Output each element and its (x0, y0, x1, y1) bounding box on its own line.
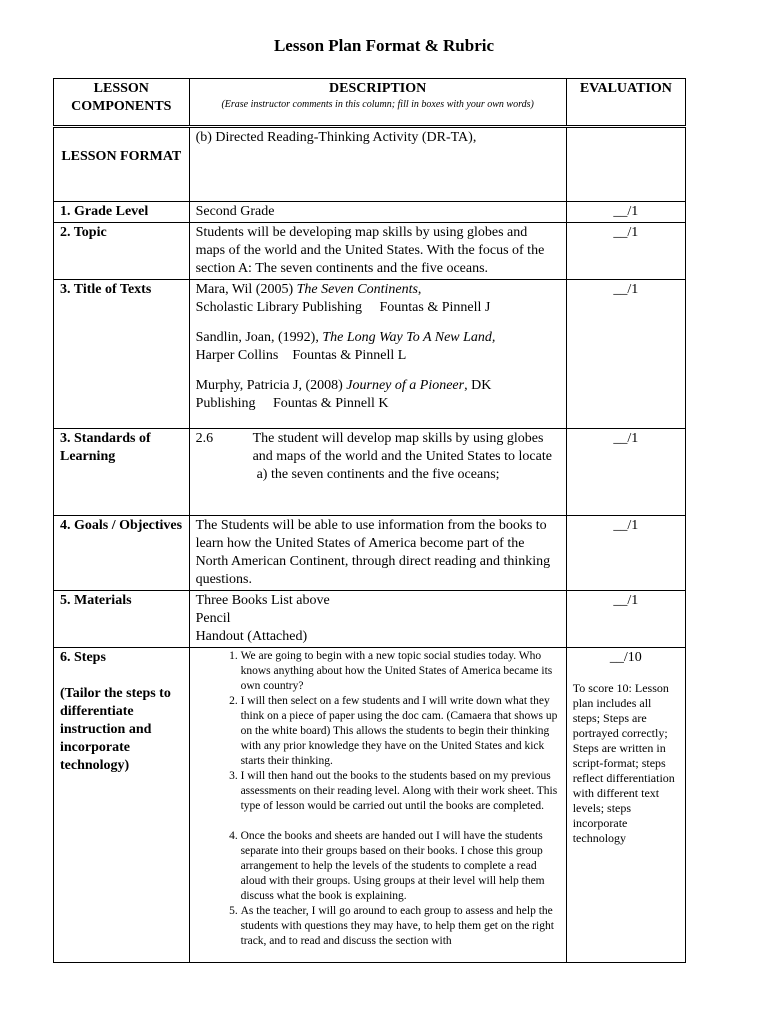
header-evaluation: EVALUATION (566, 79, 685, 127)
steps-score-cell (566, 648, 685, 963)
book-2 (196, 329, 560, 347)
texts-value (189, 280, 566, 429)
row-standards (54, 429, 686, 516)
materials-value (189, 591, 566, 648)
header-lesson-components: LESSON COMPONENTS (54, 79, 190, 127)
book-2-publisher-line (196, 347, 560, 365)
header-description: DESCRIPTION (329, 81, 427, 96)
row-materials (54, 591, 686, 648)
steps-rubric: To score 10: Lesson plan includes all steps; Steps are portrayed correctly; Steps are written in script-format; steps reflect differentiation with different text levels; steps incorporate technology (572, 681, 675, 845)
step-item: 4. Once the books and sheets are handed out I will have the students separate into their groups based on their books. I chose this group arrangement to help the levels of the students to complete a read aloud with their groups. Using groups at their level will help them discuss what the book is explaining. (241, 829, 560, 904)
steps-label: 6. Steps (60, 650, 106, 665)
book-1-publisher: Scholastic Library Publishing (195, 300, 362, 315)
material-item: Handout (Attached) (195, 629, 308, 644)
lesson-format-label: LESSON FORMAT (54, 127, 190, 202)
book-1-level: Fountas & Pinnell J (379, 300, 491, 315)
grade-level-value: Second Grade (189, 202, 566, 223)
header-description-cell (189, 79, 566, 127)
materials-label: 5. Materials (54, 591, 190, 648)
book-1-publisher-line (196, 299, 560, 317)
book-3-level: Fountas & Pinnell K (272, 396, 389, 411)
topic-score: __/1 (566, 223, 685, 280)
book-3-title: Journey of a Pioneer (346, 378, 465, 393)
goals-label: 4. Goals / Objectives (54, 516, 190, 591)
standard-item-a: a) the seven continents and the five oceans; (256, 467, 500, 482)
row-goals (54, 516, 686, 591)
row-title-of-texts (54, 280, 686, 429)
book-2-title: The Long Way To A New Land, (322, 330, 496, 345)
lesson-format-value: (b) Directed Reading-Thinking Activity (DR-TA), (189, 127, 566, 202)
standards-value (189, 429, 566, 516)
goals-score: __/1 (566, 516, 685, 591)
book-2-level: Fountas & Pinnell L (292, 348, 407, 363)
grade-level-label: 1. Grade Level (54, 202, 190, 223)
book-3-author: Murphy, Patricia J, (2008) (195, 378, 343, 393)
steps-score: __/10 (609, 650, 642, 665)
table-header-row (54, 79, 686, 127)
grade-level-score: __/1 (566, 202, 685, 223)
material-item: Pencil (195, 611, 231, 626)
texts-score: __/1 (566, 280, 685, 429)
step-item: 3. I will then hand out the books to the students based on my previous assessments on their reading level. Along with their work sheet. This type of lesson would be carried out until the books are completed. (241, 769, 560, 814)
book-3-publisher: Publishing (195, 396, 256, 411)
step-item: 1. We are going to begin with a new topic social studies today. Who knows anything about how the United States of America became its own country? (241, 649, 560, 694)
page-title: Lesson Plan Format & Rubric (273, 36, 495, 55)
book-3-publisher-line (196, 395, 560, 413)
book-3-punct: , DK (464, 378, 492, 393)
standard-text: The student will develop map skills by using globes and maps of the world and the United States to locate (252, 431, 552, 464)
lesson-format-score (566, 127, 685, 202)
header-instructor-note: (Erase instructor comments in this column; fill in boxes with your own words) (221, 99, 534, 110)
steps-label-cell (54, 648, 190, 963)
book-3 (196, 377, 560, 395)
book-1-title: The Seven Continents (296, 282, 418, 297)
materials-score: __/1 (566, 591, 685, 648)
row-steps (54, 648, 686, 963)
row-topic (54, 223, 686, 280)
standard-number: 2.6 (195, 431, 214, 446)
standards-label: 3. Standards of Learning (54, 429, 190, 516)
book-1-punct: , (417, 282, 422, 297)
topic-label: 2. Topic (54, 223, 190, 280)
book-1 (196, 281, 560, 299)
lesson-plan-table (53, 78, 686, 963)
book-2-author: Sandlin, Joan, (1992), (195, 330, 319, 345)
book-2-publisher: Harper Collins (195, 348, 279, 363)
steps-list (196, 649, 560, 949)
row-grade-level (54, 202, 686, 223)
material-item: Three Books List above (195, 593, 330, 608)
topic-value: Students will be developing map skills by using globes and maps of the world and the United States. With the focus of the section A: The seven continents and the five oceans. (189, 223, 566, 280)
step-item: 2. I will then select on a few students and I will write down what they think on a piece of paper using the doc cam. (Camaera that shows up on the white board) This allows the students to begin their thinking with any prior knowledge they have on the United States and kick starts their thinking. (241, 694, 560, 769)
texts-label: 3. Title of Texts (54, 280, 190, 429)
standard-entry (196, 430, 560, 484)
steps-sublabel: (Tailor the steps to differentiate instruction and incorporate technology) (60, 686, 171, 773)
row-lesson-format (54, 127, 686, 202)
standards-score: __/1 (566, 429, 685, 516)
steps-value (189, 648, 566, 963)
step-item: 5. As the teacher, I will go around to each group to assess and help the students with questions they may have, to help them get on the right track, and to read and discuss the section with (241, 904, 560, 949)
goals-value: The Students will be able to use information from the books to learn how the United States of America become part of the North American Continent, through direct reading and thinking questions. (189, 516, 566, 591)
book-1-author: Mara, Wil (2005) (195, 282, 294, 297)
